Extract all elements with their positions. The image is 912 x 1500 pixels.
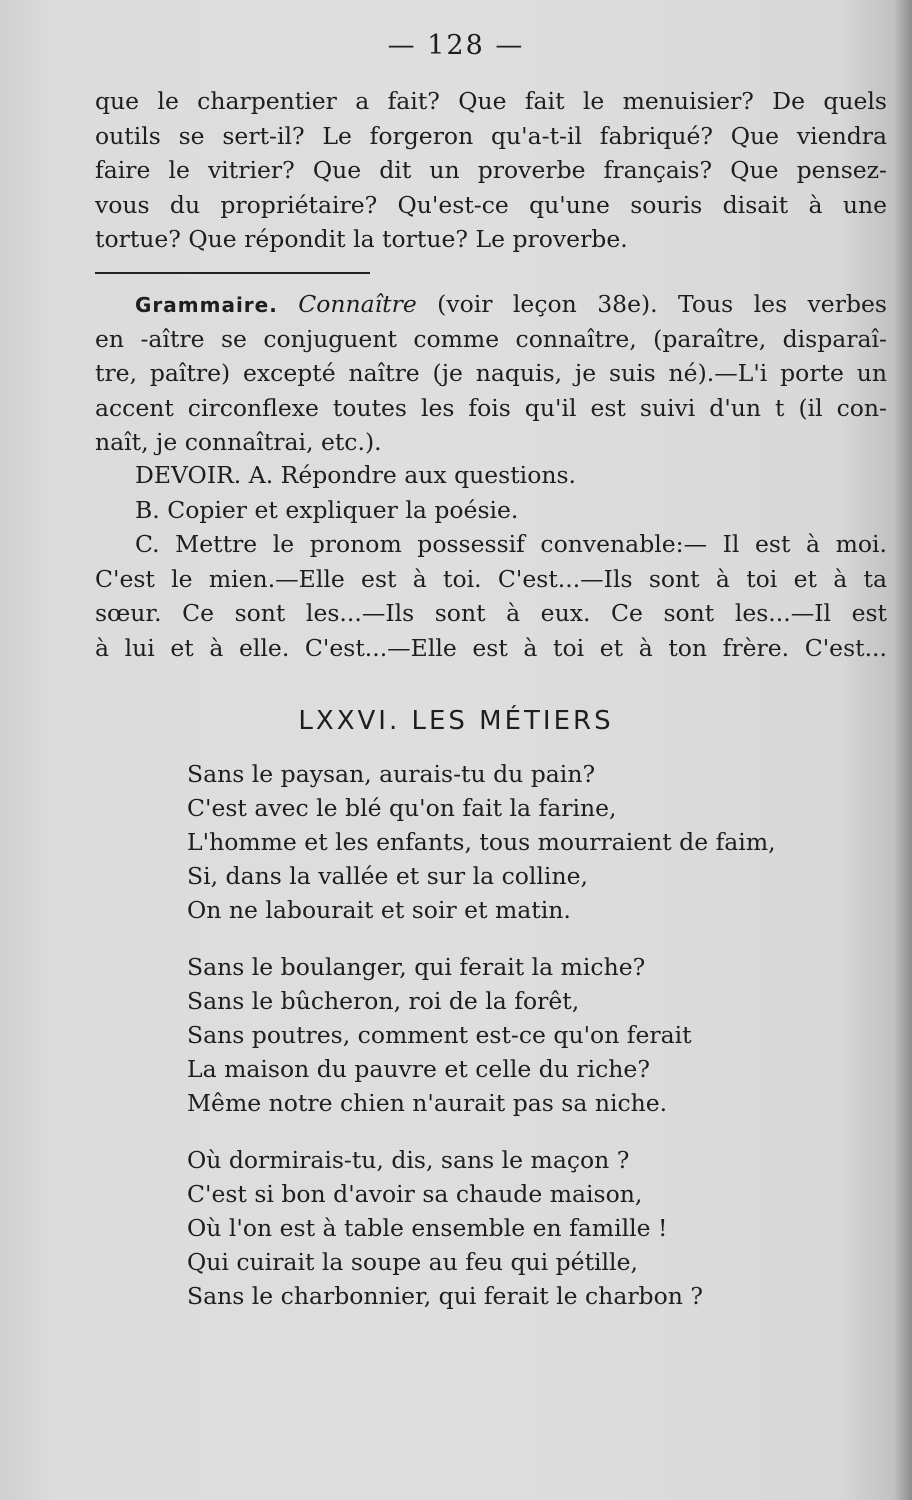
poem-line: Sans le charbonnier, qui ferait le charbon ? — [187, 1282, 703, 1310]
poem-stanza — [187, 757, 867, 927]
questions-line: tortue? Que répondit la tortue? Le proverbe. — [95, 225, 628, 253]
page-number: — 128 — — [387, 30, 525, 61]
page-edge-shadow — [894, 0, 912, 1500]
poem-line: Sans poutres, comment est-ce qu'on ferait — [187, 1021, 692, 1049]
poem-line: Où l'on est à table ensemble en famille ! — [187, 1214, 668, 1242]
devoir-c-line: C'est le mien.—Elle est à toi. C'est...—Ils sont à toi et à ta — [95, 564, 887, 593]
grammar-label: Grammaire. — [135, 293, 278, 317]
questions-line: vous du propriétaire? Qu'est-ce qu'une souris disait à une — [95, 190, 887, 219]
section-divider — [95, 272, 370, 274]
grammar-term: Connaître — [298, 290, 417, 318]
grammar-line: accent circonflexe toutes les fois qu'il est suivi d'un t (il con- — [95, 393, 887, 422]
questions-paragraph — [95, 84, 887, 257]
poem-line: On ne labourait et soir et matin. — [187, 896, 571, 924]
questions-line: que le charpentier a fait? Que fait le menuisier? De quels — [95, 87, 887, 115]
poem-line: Si, dans la vallée et sur la colline, — [187, 862, 588, 890]
grammar-paragraph — [95, 287, 887, 460]
poem-line: Où dormirais-tu, dis, sans le maçon ? — [187, 1146, 630, 1174]
devoir-a: DEVOIR. A. Répondre aux questions. — [135, 461, 577, 489]
questions-line: outils se sert-il? Le forgeron qu'a-t-il fabriqué? Que viendra — [95, 121, 887, 150]
devoir-c-line: C. Mettre le pronom possessif convenable:— Il est à moi. — [135, 530, 887, 558]
grammar-line: naît, je connaîtrai, etc.). — [95, 428, 382, 456]
poem — [187, 757, 867, 1336]
poem-line: Qui cuirait la soupe au feu qui pétille, — [187, 1248, 638, 1276]
grammar-first-line-rest: (voir leçon 38e). Tous les verbes — [437, 290, 887, 318]
poem-line: C'est avec le blé qu'on fait la farine, — [187, 794, 617, 822]
devoir-c-line: sœur. Ce sont les...—Ils sont à eux. Ce sont les...—Il est — [95, 599, 887, 627]
poem-line: L'homme et les enfants, tous mourraient de faim, — [187, 828, 776, 856]
grammar-first-line — [95, 287, 887, 322]
devoir-paragraph — [95, 458, 887, 665]
devoir-c-line: à lui et à elle. C'est...—Elle est à toi et à ton frère. C'est... — [95, 633, 887, 662]
poem-line: Sans le boulanger, qui ferait la miche? — [187, 953, 646, 981]
devoir-b: B. Copier et expliquer la poésie. — [135, 495, 519, 524]
grammar-line: tre, paître) excepté naître (je naquis, je suis né).—L'i porte un — [95, 359, 887, 387]
poem-line: Sans le bûcheron, roi de la forêt, — [187, 987, 580, 1015]
poem-line: La maison du pauvre et celle du riche? — [187, 1055, 650, 1083]
questions-line: faire le vitrier? Que dit un proverbe français? Que pensez- — [95, 156, 887, 184]
poem-line: C'est si bon d'avoir sa chaude maison, — [187, 1180, 643, 1208]
poem-line: Sans le paysan, aurais-tu du pain? — [187, 760, 596, 788]
lesson-title: LXXVI. LES MÉTIERS — [298, 706, 614, 736]
grammar-line: en -aître se conjuguent comme connaître, (paraître, disparaî- — [95, 324, 887, 353]
poem-stanza — [187, 1143, 867, 1313]
poem-line: Même notre chien n'aurait pas sa niche. — [187, 1089, 668, 1117]
poem-stanza — [187, 950, 867, 1120]
